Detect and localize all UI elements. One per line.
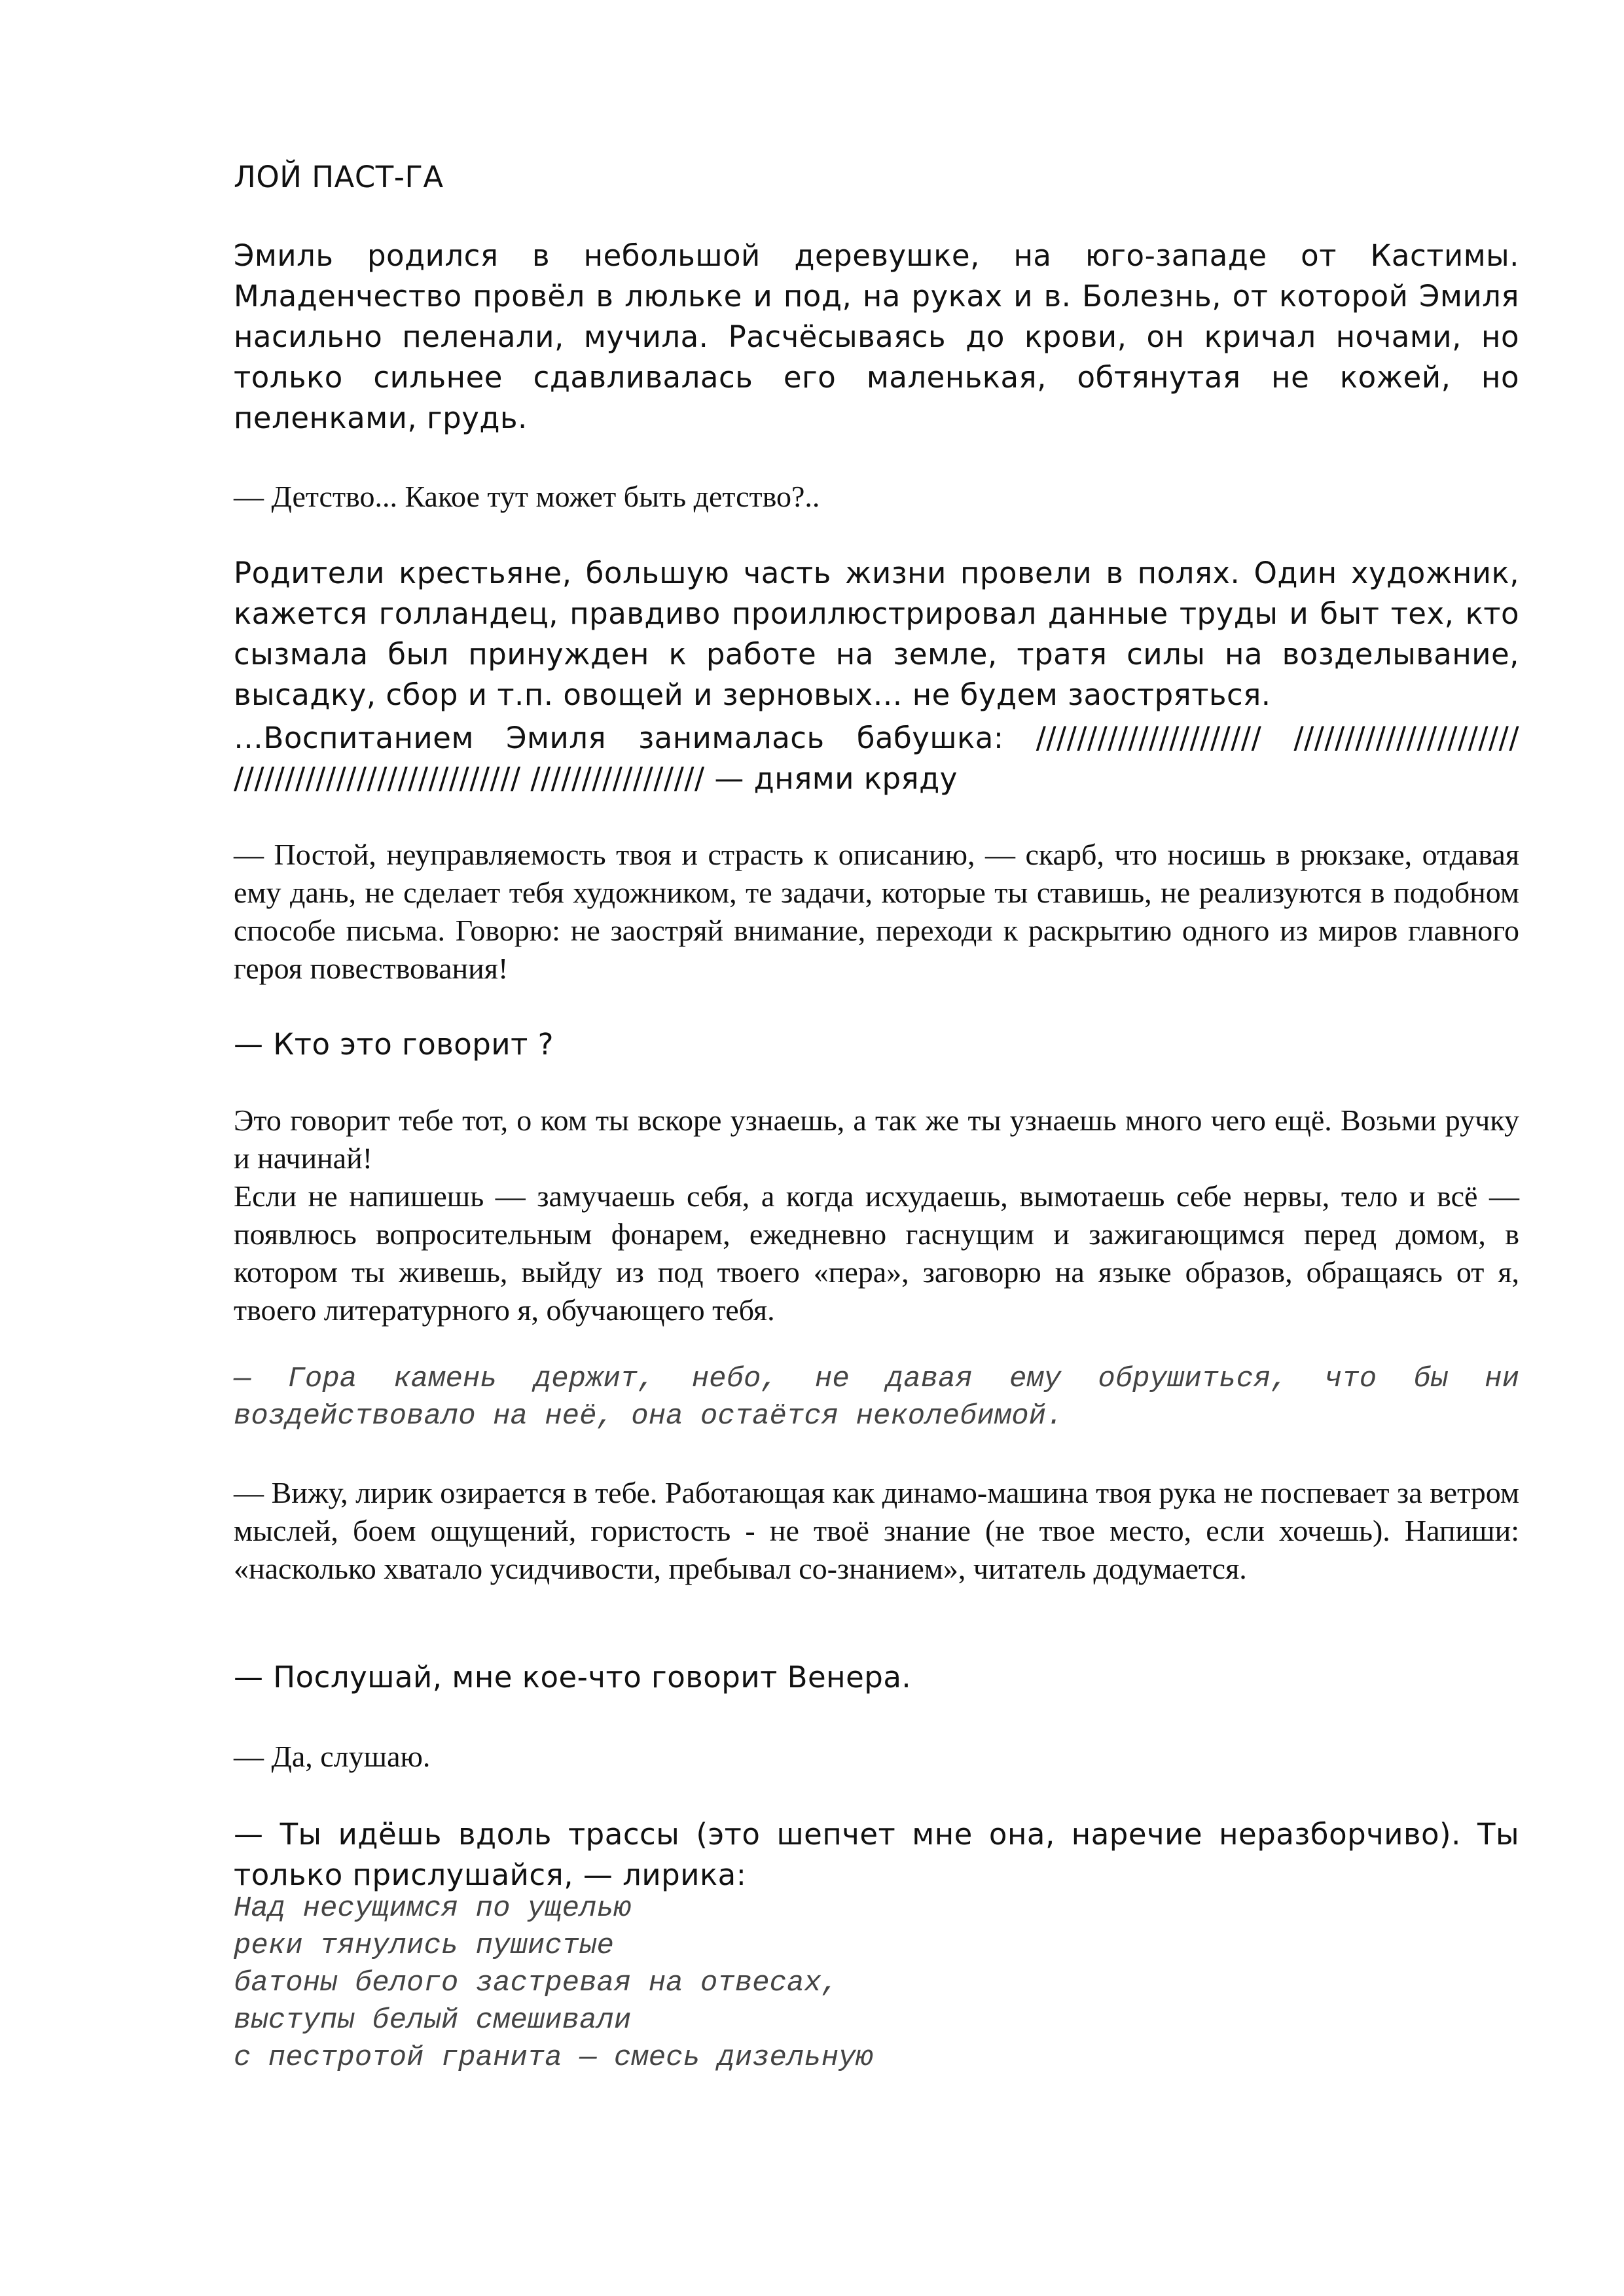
paragraph-parents: Родители крестьяне, большую часть жизни провели в полях. Один художник, кажется голландец, правдиво проиллюстрировал данные труды и быт тех, кто сызмала был принужден к работе на земле, тратя силы на возделывание, высадку, сбор и т.п. овощей и зерновых… не будем заостряться. [234,556,1519,712]
dialogue-childhood: — Детство... Какое тут может быть детство?.. [234,480,820,513]
dialogue-stop: — Постой, неуправляемость твоя и страсть к описанию, — скарб, что носишь в рюкзаке, отдавая ему дань, не сделает тебя художником, те задачи, которые ты ставишь, не реализуются в подобном способе письма. Говорю: не заостряй внимание, переходи к раскрытию одного из миров главного героя повествования! [234,838,1519,985]
paragraph-if-not-write: Если не напишешь — замучаешь себя, а когда исхудаешь, вымотаешь себе нервы, тело и всё — появлюсь вопросительным фонарем, ежедневно гаснущим и зажигающимся перед домом, в котором ты живешь, выйду из под твоего «пера», заговорю на языке образов, обращаясь от я, твоего литературного я, обучающего тебя. [234,1179,1519,1327]
dialogue-listening: — Да, слушаю. [234,1740,431,1773]
dialogue-lyric: — Вижу, лирик озирается в тебе. Работающая как динамо-машина твоя рука не поспевает за ветром мыслей, боем ощущений, гористость - не твоё знание (не твое место, если хочешь). Напиши: «насколько хватало усидчивости, пребывал со-знанием», читатель додумается. [234,1476,1519,1585]
poem-line: с пестротой гранита — смесь дизельную [234,2041,873,2074]
paragraph-grandmother: …Воспитанием Эмиля занималась бабушка: ////////////////////// ////////////////////// //////////////////////////// ///////////////// — днями кряду [234,721,1519,796]
poem [234,1890,1519,2077]
dialogue-who-speaks: — Кто это говорит ? [234,1027,554,1062]
paragraph-birth: Эмиль родился в небольшой деревушке, на юго-западе от Кастимы. Младенчество провёл в люльке и под, на руках и в. Болезнь, от которой Эмиля насильно пеленали, мучила. Расчёсываясь до крови, он кричал ночами, но только сильнее сдавливалась его маленькая, обтянутая не кожей, но пеленками, грудь. [234,238,1519,435]
dialogue-venus: — Послушай, мне кое-что говорит Венера. [234,1660,912,1695]
document-title: ЛОЙ ПАСТ-ГА [234,160,444,194]
poem-line: выступы белый смешивали [234,2004,632,2037]
poem-line: Над несущимся по ущелью [234,1892,632,1925]
quote-mountain: — Гора камень держит, небо, не давая ему обрушиться, что бы ни воздействовало на неё, она остаётся неколебимой. [234,1363,1519,1433]
poem-line: реки тянулись пушистые [234,1929,614,1962]
poem-line: батоны белого застревая на отвесах, [234,1967,839,2000]
paragraph-road: — Ты идёшь вдоль трассы (это шепчет мне она, наречие неразборчиво). Ты только прислушайся, — лирика: [234,1817,1519,1892]
paragraph-answer: Это говорит тебе тот, о ком ты вскоре узнаешь, а так же ты узнаешь много чего ещё. Возьми ручку и начинай! [234,1103,1519,1175]
